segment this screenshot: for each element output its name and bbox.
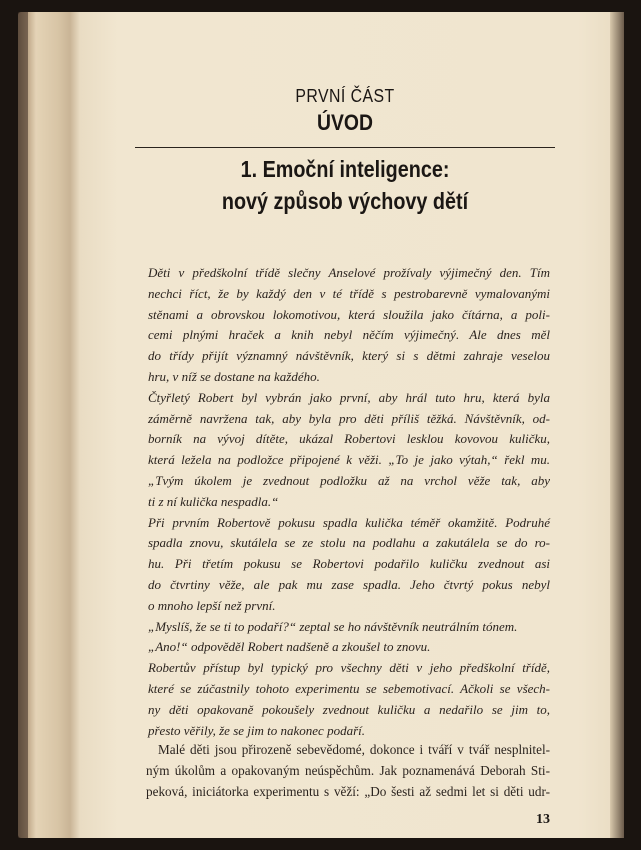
text-line: nechci říct, že by každý den v té třídě s pestrobarevně vymalovanými <box>148 285 550 301</box>
italic-excerpt <box>148 263 550 741</box>
text-line: Děti v předškolní třídě slečny Anselové prožívaly výjimečný den. Tím <box>148 265 550 280</box>
text-line: o mnoho lepší než první. <box>148 597 276 613</box>
text-line: ny děti opakovaně pokoušely zvednout kuličku a nedařilo se jim to, <box>148 701 550 717</box>
text-line: cemi plnými hraček a knih nebyl něčím výjimečný. Ale dnes měl <box>148 327 550 343</box>
text-line: Čtyřletý Robert byl vybrán jako první, aby hrál tuto hru, která byla <box>148 389 550 405</box>
body-paragraph <box>146 739 550 802</box>
text-line: spadla znovu, skutálela se ze stolu na podlahu a zakutálela se do ro- <box>148 535 550 551</box>
text-line: stěnami a obrovskou lokomotivou, která sloužila jako čítárna, a poli- <box>148 306 550 322</box>
book-spine <box>18 12 28 838</box>
text-line: ným úkolům a opakovaným neúspěchům. Jak poznamenává Deborah Sti- <box>146 763 550 778</box>
text-line: borník na vývoj dítěte, ukázal Robertovi lesklou kovovou kuličku, <box>148 431 550 447</box>
chapter-title-line-1: 1. Emoční inteligence: <box>240 156 450 182</box>
text-line: „Tvým úkolem je zvednout podložku až na vrchol věže tak, aby <box>148 472 550 488</box>
text-line: do třídy přijít významný návštěvník, který si s dětmi zahraje veselou <box>148 348 550 364</box>
text-line: Robertův přístup byl typický pro všechny děti v jeho předškolní třídě, <box>148 660 550 676</box>
text-line: přesto věřily, že se jim to nakonec podaří. <box>148 722 365 738</box>
text-line: „Ano!“ odpověděl Robert nadšeně a zkoušel to znovu. <box>148 639 431 655</box>
page-number: 13 <box>536 812 550 827</box>
text-line: peková, iniciátorka experimentu s věží: „Do šesti až sedmi let si děti udr- <box>146 784 550 799</box>
chapter-title-line-2: nový způsob výchovy dětí <box>221 188 469 214</box>
text-line: Při prvním Robertově pokusu spadla kulička téměř okamžitě. Podruhé <box>148 514 550 530</box>
text-line: záměrně navržena tak, aby byla pro děti příliš těžká. Návštěvník, od- <box>148 410 550 426</box>
text-line: hu. Při třetím pokusu se Robertovi podařilo kuličku zvednout asi <box>148 556 550 572</box>
text-line: která ležela na podložce připojené k věži. „To je jako výtah,“ řekl mu. <box>148 452 550 468</box>
page-edge <box>610 12 624 838</box>
text-line: Malé děti jsou přirozeně sebevědomé, dokonce i tváří v tvář nesplnitel- <box>158 742 550 757</box>
text-line: „Myslíš, že se ti to podaří?“ zeptal se ho návštěvník neutrálním tónem. <box>148 618 518 634</box>
text-line: hru, v níž se dostane na každého. <box>148 368 320 384</box>
text-line: do čtvrtiny věže, ale pak mu zase spadla. Jeho čtvrtý pokus nebyl <box>148 576 550 592</box>
part-label: PRVNÍ ČÁST <box>295 86 395 106</box>
text-line: ti z ní kulička nespadla.“ <box>148 493 279 509</box>
divider-rule <box>135 147 555 148</box>
text-line: které se zúčastnily tohoto experimentu se sebemotivací. Ačkoli se všech- <box>148 680 550 696</box>
part-title: ÚVOD <box>317 110 373 135</box>
